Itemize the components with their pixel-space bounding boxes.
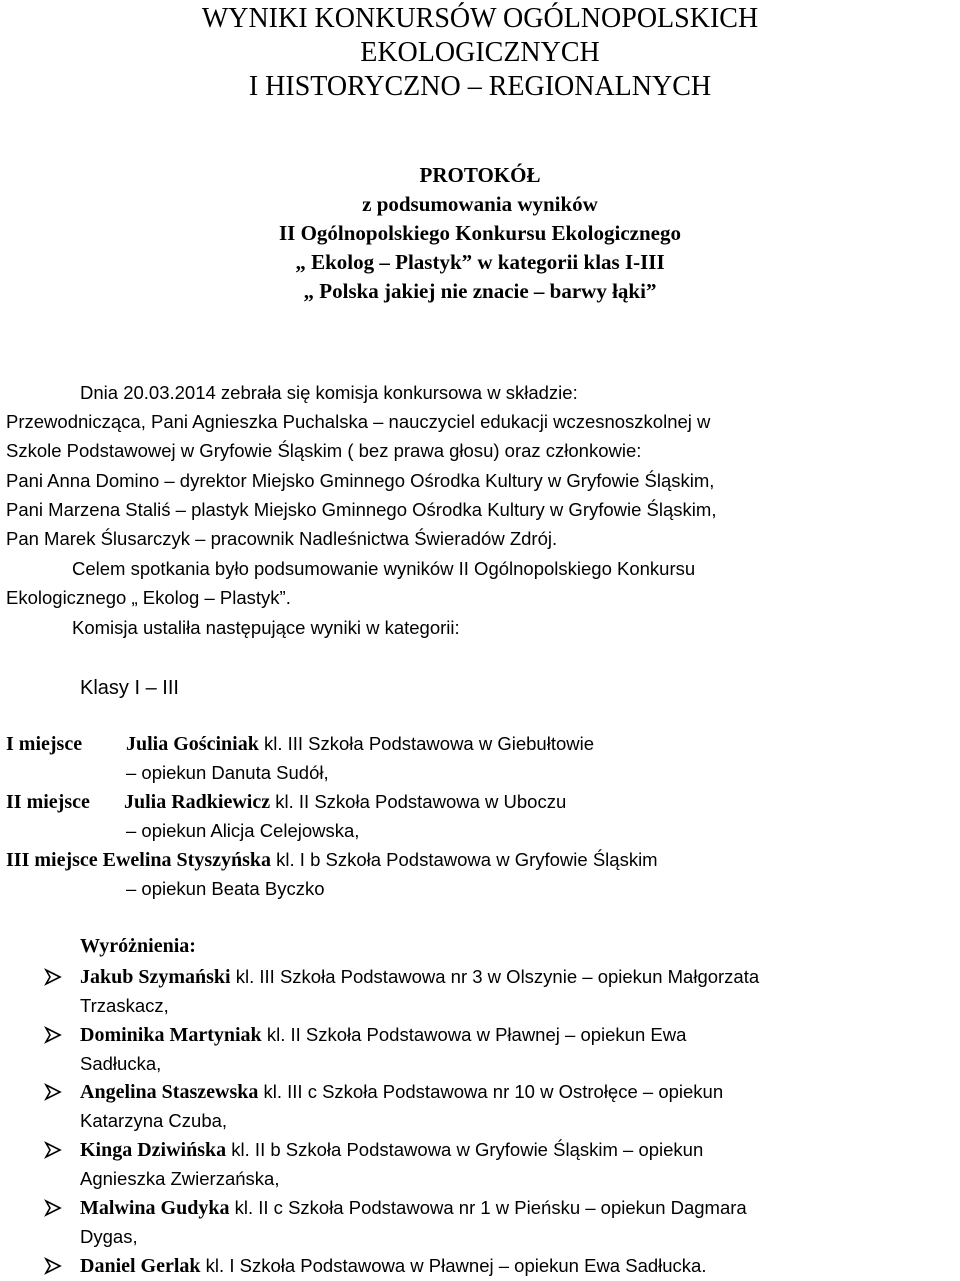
winner-details: kl. III Szkoła Podstawowa w Giebułtowie: [258, 733, 595, 754]
body-line-7: Celem spotkania było podsumowanie wyników II Ogólnopolskiego Konkursu: [72, 558, 696, 579]
winner-details: kl. I b Szkoła Podstawowa w Gryfowie Śląskim: [271, 849, 658, 870]
protocol-line-2: z podsumowania wyników: [362, 192, 598, 216]
place-label: II miejsce: [6, 791, 90, 813]
distinction-name: Jakub Szymański: [80, 966, 231, 988]
distinction-name: Dominika Martyniak: [80, 1024, 262, 1046]
bullet-arrow-icon: [44, 1257, 62, 1275]
distinction-details: kl. II b Szkoła Podstawowa w Gryfowie Śląskim – opiekun: [226, 1139, 704, 1160]
doc-title-line-3: I HISTORYCZNO – REGIONALNYCH: [248, 71, 712, 102]
distinction-name: Angelina Staszewska: [80, 1081, 259, 1103]
body-line-9: Komisja ustaliła następujące wyniki w kategorii:: [72, 617, 460, 638]
winner-name: Julia Radkiewicz: [124, 791, 271, 813]
place-label: III miejsce: [6, 849, 98, 871]
place-guardian-3: – opiekun Beata Byczko: [126, 878, 325, 899]
winner-details: kl. II Szkoła Podstawowa w Uboczu: [270, 791, 567, 812]
body-line-5: Pani Marzena Staliś – plastyk Miejsko Gminnego Ośrodka Kultury w Gryfowie Śląskim,: [6, 499, 717, 520]
body-line-4: Pani Anna Domino – dyrektor Miejsko Gminnego Ośrodka Kultury w Gryfowie Śląskim,: [6, 470, 715, 491]
category-heading: Klasy I – III: [80, 677, 179, 699]
distinction-continuation: Trzaskacz,: [80, 995, 169, 1016]
distinction-item: [80, 1251, 706, 1281]
doc-title-line-2: EKOLOGICZNYCH: [360, 37, 600, 68]
body-line-3: Szkole Podstawowej w Gryfowie Śląskim ( bez prawa głosu) oraz członkowie:: [6, 440, 642, 461]
distinctions-heading: Wyróżnienia:: [80, 935, 196, 957]
distinction-item: [80, 1077, 723, 1107]
place-guardian-1: – opiekun Danuta Sudół,: [126, 762, 329, 783]
distinction-details: kl. III c Szkoła Podstawowa nr 10 w Ostrołęce – opiekun: [258, 1081, 724, 1102]
place-guardian-2: – opiekun Alicja Celejowska,: [126, 820, 360, 841]
distinction-item: [80, 962, 759, 992]
place-row-1: [6, 729, 594, 759]
protocol-line-3: II Ogólnopolskiego Konkursu Ekologicznego: [278, 221, 681, 245]
winner-name: Ewelina Styszyńska: [102, 849, 272, 871]
distinction-name: Daniel Gerlak: [80, 1255, 201, 1277]
distinction-continuation: Dygas,: [80, 1226, 138, 1247]
place-label: I miejsce: [6, 733, 83, 755]
distinction-details: kl. II Szkoła Podstawowa w Pławnej – opiekun Ewa: [261, 1024, 687, 1045]
distinction-details: kl. I Szkoła Podstawowa w Pławnej – opiekun Ewa Sadłucka.: [200, 1255, 707, 1276]
distinction-item: [80, 1020, 686, 1050]
doc-title-line-1: WYNIKI KONKURSÓW OGÓLNOPOLSKICH: [201, 3, 759, 34]
bullet-arrow-icon: [44, 1141, 62, 1159]
bullet-arrow-icon: [44, 1026, 62, 1044]
distinction-item: [80, 1135, 703, 1165]
place-row-2: [6, 787, 566, 817]
distinction-details: kl. II c Szkoła Podstawowa nr 1 w Pieńsku – opiekun Dagmara: [229, 1197, 747, 1218]
distinction-continuation: Agnieszka Zwierzańska,: [80, 1168, 280, 1189]
protocol-line-5: „ Polska jakiej nie znacie – barwy łąki”: [303, 279, 657, 303]
body-line-8: Ekologicznego „ Ekolog – Plastyk”.: [6, 587, 291, 608]
body-line-1: Dnia 20.03.2014 zebrała się komisja konkursowa w składzie:: [80, 382, 578, 403]
bullet-arrow-icon: [44, 1083, 62, 1101]
distinction-details: kl. III Szkoła Podstawowa nr 3 w Olszynie – opiekun Małgorzata: [230, 966, 760, 987]
bullet-arrow-icon: [44, 968, 62, 986]
protocol-heading: PROTOKÓŁ: [419, 163, 541, 187]
distinction-name: Kinga Dziwińska: [80, 1139, 227, 1161]
distinction-item: [80, 1193, 747, 1223]
body-line-6: Pan Marek Ślusarczyk – pracownik Nadleśnictwa Świeradów Zdrój.: [6, 528, 558, 549]
body-line-2: Przewodnicząca, Pani Agnieszka Puchalska – nauczyciel edukacji wczesnoszkolnej w: [6, 411, 711, 432]
distinction-continuation: Sadłucka,: [80, 1053, 162, 1074]
distinction-continuation: Katarzyna Czuba,: [80, 1110, 228, 1131]
distinction-name: Malwina Gudyka: [80, 1197, 230, 1219]
bullet-arrow-icon: [44, 1199, 62, 1217]
protocol-line-4: „ Ekolog – Plastyk” w kategorii klas I-III: [295, 250, 665, 274]
place-row-3: [6, 845, 658, 875]
winner-name: Julia Gościniak: [126, 733, 259, 755]
